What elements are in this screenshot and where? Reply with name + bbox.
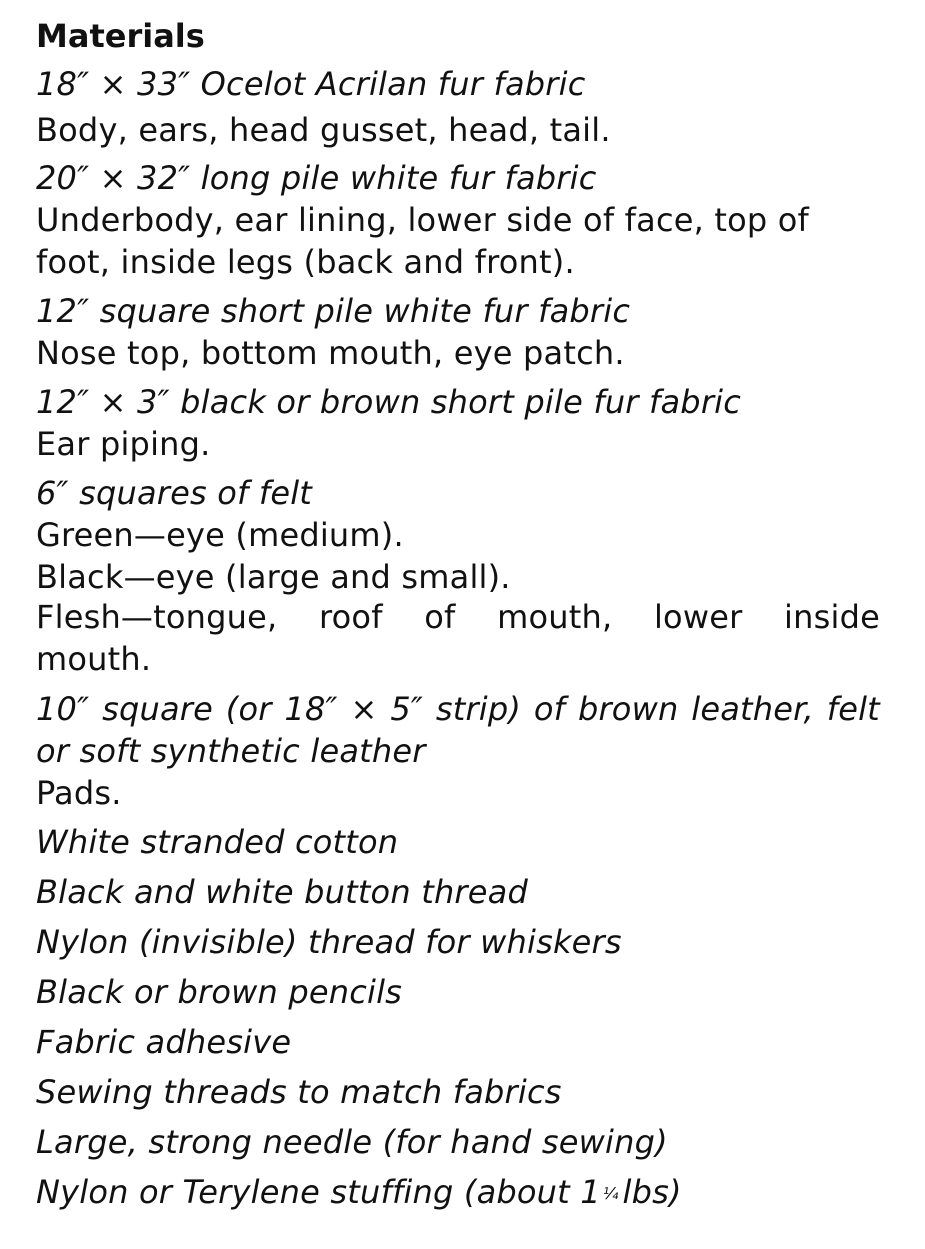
felt-item: 6″ squares of felt: [36, 474, 313, 512]
leather-item-justified: 10″ square (or 18″ × 5″ strip) of brown leather, felt: [36, 690, 880, 728]
sundry-item: Nylon (invisible) thread for whiskers: [36, 923, 622, 961]
leather-item: or soft synthetic leather: [36, 732, 426, 770]
felt-usage: Black—eye (large and small).: [36, 558, 511, 596]
fabric-item: 12″ square short pile white fur fabric: [36, 292, 631, 330]
fabric-usage: Body, ears, head gusset, head, tail.: [36, 111, 611, 149]
felt-usage: mouth.: [36, 640, 152, 678]
fabric-usage: Nose top, bottom mouth, eye patch.: [36, 334, 625, 372]
sundry-item: Sewing threads to match fabrics: [36, 1073, 562, 1111]
fabric-item: 20″ × 32″ long pile white fur fabric: [36, 159, 597, 197]
stuffing-suffix: lbs): [622, 1173, 682, 1211]
felt-usage: Green—eye (medium).: [36, 516, 404, 554]
sundry-item: Fabric adhesive: [36, 1023, 292, 1061]
fabric-usage: foot, inside legs (back and front).: [36, 243, 575, 281]
fabric-item: 18″ × 33″ Ocelot Acrilan fur fabric: [36, 65, 586, 103]
fabric-usage: Ear piping.: [36, 425, 211, 463]
sundry-item: Large, strong needle (for hand sewing): [36, 1123, 668, 1161]
materials-heading: Materials: [36, 17, 205, 55]
leather-usage: Pads.: [36, 774, 122, 812]
felt-usage-justified: Flesh—tongue, roof of mouth, lower inside: [36, 598, 880, 636]
stuffing-prefix: Nylon or Terylene stuffing (about 1: [36, 1173, 601, 1211]
fabric-usage: Underbody, ear lining, lower side of face, top of: [36, 201, 810, 239]
sundry-item: White stranded cotton: [36, 823, 399, 861]
stuffing-item: [36, 1172, 682, 1214]
sundry-item: Black or brown pencils: [36, 973, 403, 1011]
fabric-item: 12″ × 3″ black or brown short pile fur fabric: [36, 383, 742, 421]
stuffing-fraction: ¼: [602, 1184, 619, 1203]
sundry-item: Black and white button thread: [36, 873, 528, 911]
